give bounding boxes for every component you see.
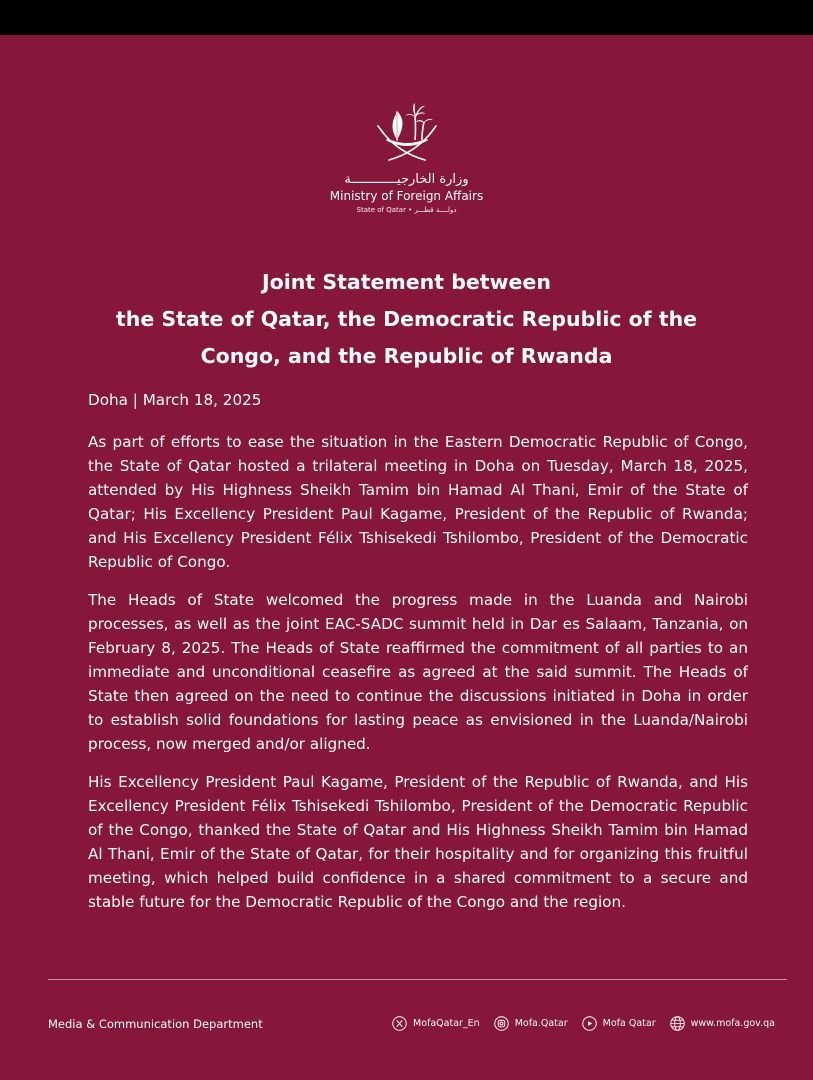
title-line-3: Congo, and the Republic of Rwanda bbox=[200, 344, 613, 368]
youtube-link[interactable] bbox=[582, 1016, 656, 1031]
top-bar bbox=[0, 0, 813, 35]
website-url: www.mofa.gov.qa bbox=[690, 1018, 775, 1029]
x-handle: MofaQatar_En bbox=[413, 1018, 480, 1029]
title-line-1: Joint Statement between bbox=[262, 270, 551, 294]
statement-title bbox=[60, 264, 753, 375]
statement-body bbox=[88, 388, 748, 928]
footer-divider bbox=[48, 979, 787, 980]
ministry-english-name: Ministry of Foreign Affairs bbox=[329, 189, 484, 203]
title-line-2: the State of Qatar, the Democratic Republic of the bbox=[115, 307, 698, 331]
instagram-icon bbox=[494, 1016, 509, 1031]
dateline: Doha | March 18, 2025 bbox=[88, 391, 262, 409]
globe-icon bbox=[670, 1016, 685, 1031]
youtube-handle: Mofa Qatar bbox=[602, 1018, 656, 1029]
instagram-link[interactable] bbox=[494, 1016, 568, 1031]
youtube-icon bbox=[582, 1016, 597, 1031]
social-links bbox=[392, 1016, 775, 1031]
x-link[interactable] bbox=[392, 1016, 480, 1031]
paragraph-2: The Heads of State welcomed the progress made in the Luanda and Nairobi processes, as well as the joint EAC-SADC summit held in Dar es Salaam, Tanzania, on February 8, 2025. The Heads of State reaffirmed the commitment of all parties to an immediate and unconditional ceasefire as agreed at the said summit. The Heads of State then agreed on the need to continue the discussions initiated in Doha in order to establish solid foundations for lasting peace as envisioned in the Luanda/Nairobi process, now merged and/or aligned. bbox=[88, 591, 748, 753]
x-icon bbox=[392, 1016, 407, 1031]
department-label: Media & Communication Department bbox=[48, 1017, 263, 1031]
paragraph-3: His Excellency President Paul Kagame, President of the Republic of Rwanda, and His Excellency President Félix Tshisekedi Tshilombo, President of the Democratic Republic of the Congo, thanked the State of Qatar and His Highness Sheikh Tamim bin Hamad Al Thani, Emir of the State of Qatar, for their hospitality and for organizing this fruitful meeting, which helped build confidence in a shared commitment to a secure and stable future for the Democratic Republic of the Congo and the region. bbox=[88, 773, 748, 911]
ministry-logo bbox=[0, 100, 813, 214]
ministry-arabic-name: وزارة الخارجيــــــــــــة bbox=[344, 172, 469, 187]
state-of-qatar-line: State of Qatar • دولــــة قطـــر bbox=[356, 206, 457, 214]
qatar-emblem-icon bbox=[375, 100, 439, 166]
paragraph-1: As part of efforts to ease the situation in the Eastern Democratic Republic of Congo, the State of Qatar hosted a trilateral meeting in Doha on Tuesday, March 18, 2025, attended by His Highness Sheikh Tamim bin Hamad Al Thani, Emir of the State of Qatar; His Excellency President Paul Kagame, President of the Republic of Rwanda; and His Excellency President Félix Tshisekedi Tshilombo, President of the Democratic Republic of Congo. bbox=[88, 433, 748, 571]
instagram-handle: Mofa.Qatar bbox=[514, 1018, 568, 1029]
website-link[interactable] bbox=[670, 1016, 775, 1031]
